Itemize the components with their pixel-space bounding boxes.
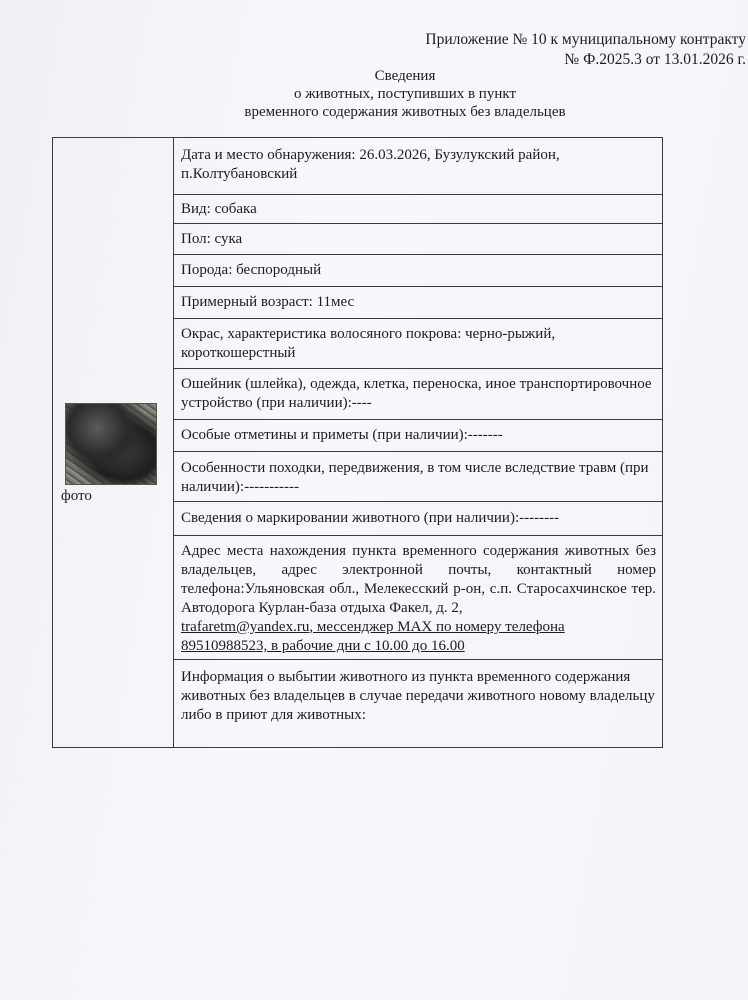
address-text: Адрес места нахождения пункта временного содержания животных без владельцев, адрес электронной почты, контактный номер телефона:Ульяновская обл., Мелекесский р-он, с.п. Старосахчинское тер. Автодорога Курлан-база отдыха Факел, д. 2,	[181, 543, 656, 616]
title-line-2: о животных, поступивших в пункт	[294, 86, 516, 102]
row-marking: Сведения о маркировании животного (при наличии):--------	[174, 502, 663, 536]
messenger-text: , мессенджер MAX по номеру телефона	[309, 619, 565, 635]
email-link[interactable]: trafaretm@yandex.ru	[181, 619, 310, 635]
row-gait: Особенности походки, передвижения, в том числе вследствие травм (при наличии):-----------	[174, 452, 663, 502]
title-line-1: Сведения	[374, 68, 436, 84]
row-species: Вид: собака	[174, 195, 663, 224]
row-departure-info: Информация о выбытии животного из пункта временного содержания животных без владельцев в случае передачи животного новому владельцу либо в приют для животных:	[174, 660, 663, 748]
row-sex: Пол: сука	[174, 224, 663, 255]
phone-hours-text: 89510988523, в рабочие дни с 10.00 до 16.00	[181, 638, 465, 654]
animal-info-table	[52, 137, 663, 748]
row-coat: Окрас, характеристика волосяного покрова: черно-рыжий, короткошерстный	[174, 319, 663, 369]
row-shelter-address	[174, 536, 663, 660]
contract-annex-header	[425, 30, 746, 70]
photo-cell	[53, 138, 174, 748]
annex-line: Приложение № 10 к муниципальному контракту	[425, 31, 746, 48]
photo-label: фото	[61, 488, 92, 504]
row-special-marks: Особые отметины и приметы (при наличии):-------	[174, 420, 663, 452]
animal-photo	[65, 403, 157, 485]
row-age: Примерный возраст: 11мес	[174, 287, 663, 319]
row-collar: Ошейник (шлейка), одежда, клетка, переноска, иное транспортировочное устройство (при наличии):----	[174, 369, 663, 420]
title-line-3: временного содержания животных без владельцев	[244, 104, 566, 120]
row-found-date-place: Дата и место обнаружения: 26.03.2026, Бузулукский район, п.Колтубановский	[174, 138, 663, 195]
document-title	[180, 67, 630, 121]
row-breed: Порода: беспородный	[174, 255, 663, 287]
contract-number-line: № Ф.2025.3 от 13.01.2026 г.	[564, 51, 746, 68]
